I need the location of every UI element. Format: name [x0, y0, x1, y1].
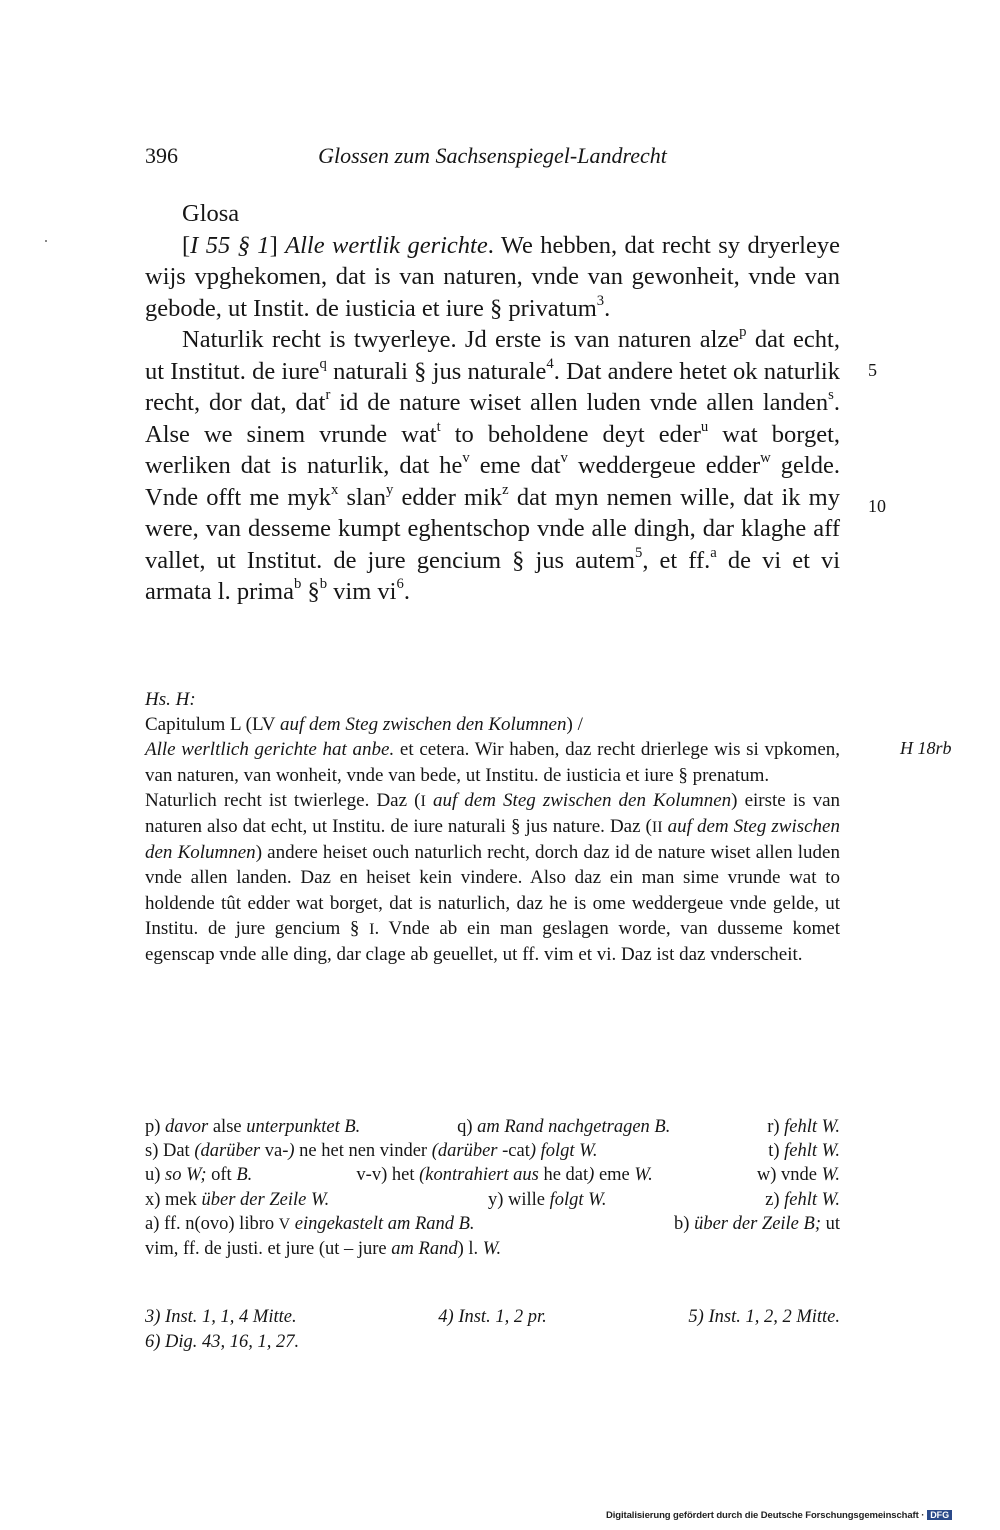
source-note-row: 3) Inst. 1, 1, 4 Mitte. 4) Inst. 1, 2 pr. 5) Inst. 1, 2, 2 Mitte.: [145, 1307, 840, 1327]
scan-speck: [45, 240, 47, 242]
hs-paragraph-1: Alle werltlich gerichte hat anbe. et cetera. Wir haben, daz recht drierlege wis si vpkomen, van naturen, van wonheit, vnde van bede, ut Institu. de iusticia et iure § prenatum.: [145, 739, 841, 786]
gloss-heading: Glosa: [182, 200, 240, 227]
gloss-text: [145, 198, 840, 608]
hs-paragraph-2: Naturlich recht ist twierlege. Daz (I auf dem Steg zwischen den Kolumnen) eirste is van naturen also dat echt, ut Institu. de iure naturali § jus nature. Daz (II auf dem Steg zwischen den Kolumnen) andere heiset ouch naturlich recht, dorch daz id de nature wiset allen luden vnde allen landen. Daz en heiset kein vindere. Also daz ein man sime vrunde wat to holdende tût edder wat borget, dat is naturlich, daz he is ome weddergeue vnde gelde, ut Institu. de jure gencium § I. Vnde ab ein man geslagen worde, van dusseme komet egenscap vnde alle ding, dar clage ab geuellet, ut ff. vim et vi. Daz ist daz vnderscheit.: [145, 789, 841, 966]
footer-text: Digitalisierung gefördert durch die Deutsche Forschungsgemeinschaft: [606, 1510, 919, 1521]
apparatus-row: p) davor alse unterpunktet B. q) am Rand nachgetragen B. r) fehlt W.: [145, 1117, 840, 1137]
line-number-10: 10: [868, 496, 886, 516]
apparatus-row: a) ff. n(ovo) libro V eingekastelt am Rand B. b) über der Zeile B; ut: [145, 1213, 840, 1234]
manuscript-h-variant: [145, 687, 840, 967]
hs-capitulum: Capitulum L (LV auf dem Steg zwischen den Kolumnen) /: [145, 714, 583, 736]
apparatus-row: u) so W; oft B. v-v) het (kontrahiert aus he dat) eme W. w) vnde W.: [145, 1165, 840, 1186]
textual-apparatus: [145, 1115, 840, 1261]
apparatus-row: x) mek über der Zeile W. y) wille folgt W. z) fehlt W.: [145, 1189, 840, 1210]
gloss-paragraph-2: Naturlik recht is twyerleye. Jd erste is van naturen alze$^p$ dat echt, ut Institut. de iure$^q$ naturali § jus naturale$^4$. Dat andere hetet ok naturlik recht, dor dat, dat$^r$ id de nature wiset allen luden vnde allen landen$^s$. Alse we sinem vrunde wat$^t$ to beholdene deyt eder$^u$ wat borget, werliken dat is naturlik, dat $he^v$ eme dat$^v$ weddergeue edder$^w$ gelde. Vnde offt me myk$^x$ slan$^y$ edder mik$^z$ dat myn nemen wille, dat ik my were, van desseme kumpt eghentschop vnde alle dingh, dar klaghe aff vallet, ut Institut. de jure gencium § jus autem$^5$, et ff.$^a$ de vi et vi armata l. prima$^b$ §$^b$ vim $vi^6$.: [145, 324, 841, 605]
dfg-logo: DFG: [927, 1510, 952, 1520]
gloss-paragraph-1: [I 55 § 1] Alle wertlik gerichte. We hebben, dat recht sy dryerleye wijs vpghekomen, dat is van naturen, vnde van gewonheit, vnde van gebode, ut Instit. de iusticia et iure § privatum$^3$.: [145, 231, 840, 322]
running-title: Glossen zum Sachsenspiegel-Landrecht: [318, 143, 667, 168]
source-notes: [145, 1305, 840, 1355]
page-number: 396: [145, 143, 178, 168]
line-number-5: 5: [868, 360, 877, 380]
margin-folio-reference: H 18rb: [900, 738, 952, 758]
digitization-footer: Digitalisierung gefördert durch die Deutsche Forschungsgemeinschaft · DFG: [606, 1510, 952, 1521]
apparatus-row: s) Dat (darüber va-) ne het nen vinder (darüber -cat) folgt W. t) fehlt W.: [145, 1141, 840, 1162]
source-note-row: 6) Dig. 43, 16, 1, 27.: [145, 1332, 300, 1352]
apparatus-row: vim, ff. de justi. et jure (ut – jure am Rand) l. W.: [145, 1239, 502, 1260]
hs-heading: Hs. H:: [145, 689, 196, 710]
